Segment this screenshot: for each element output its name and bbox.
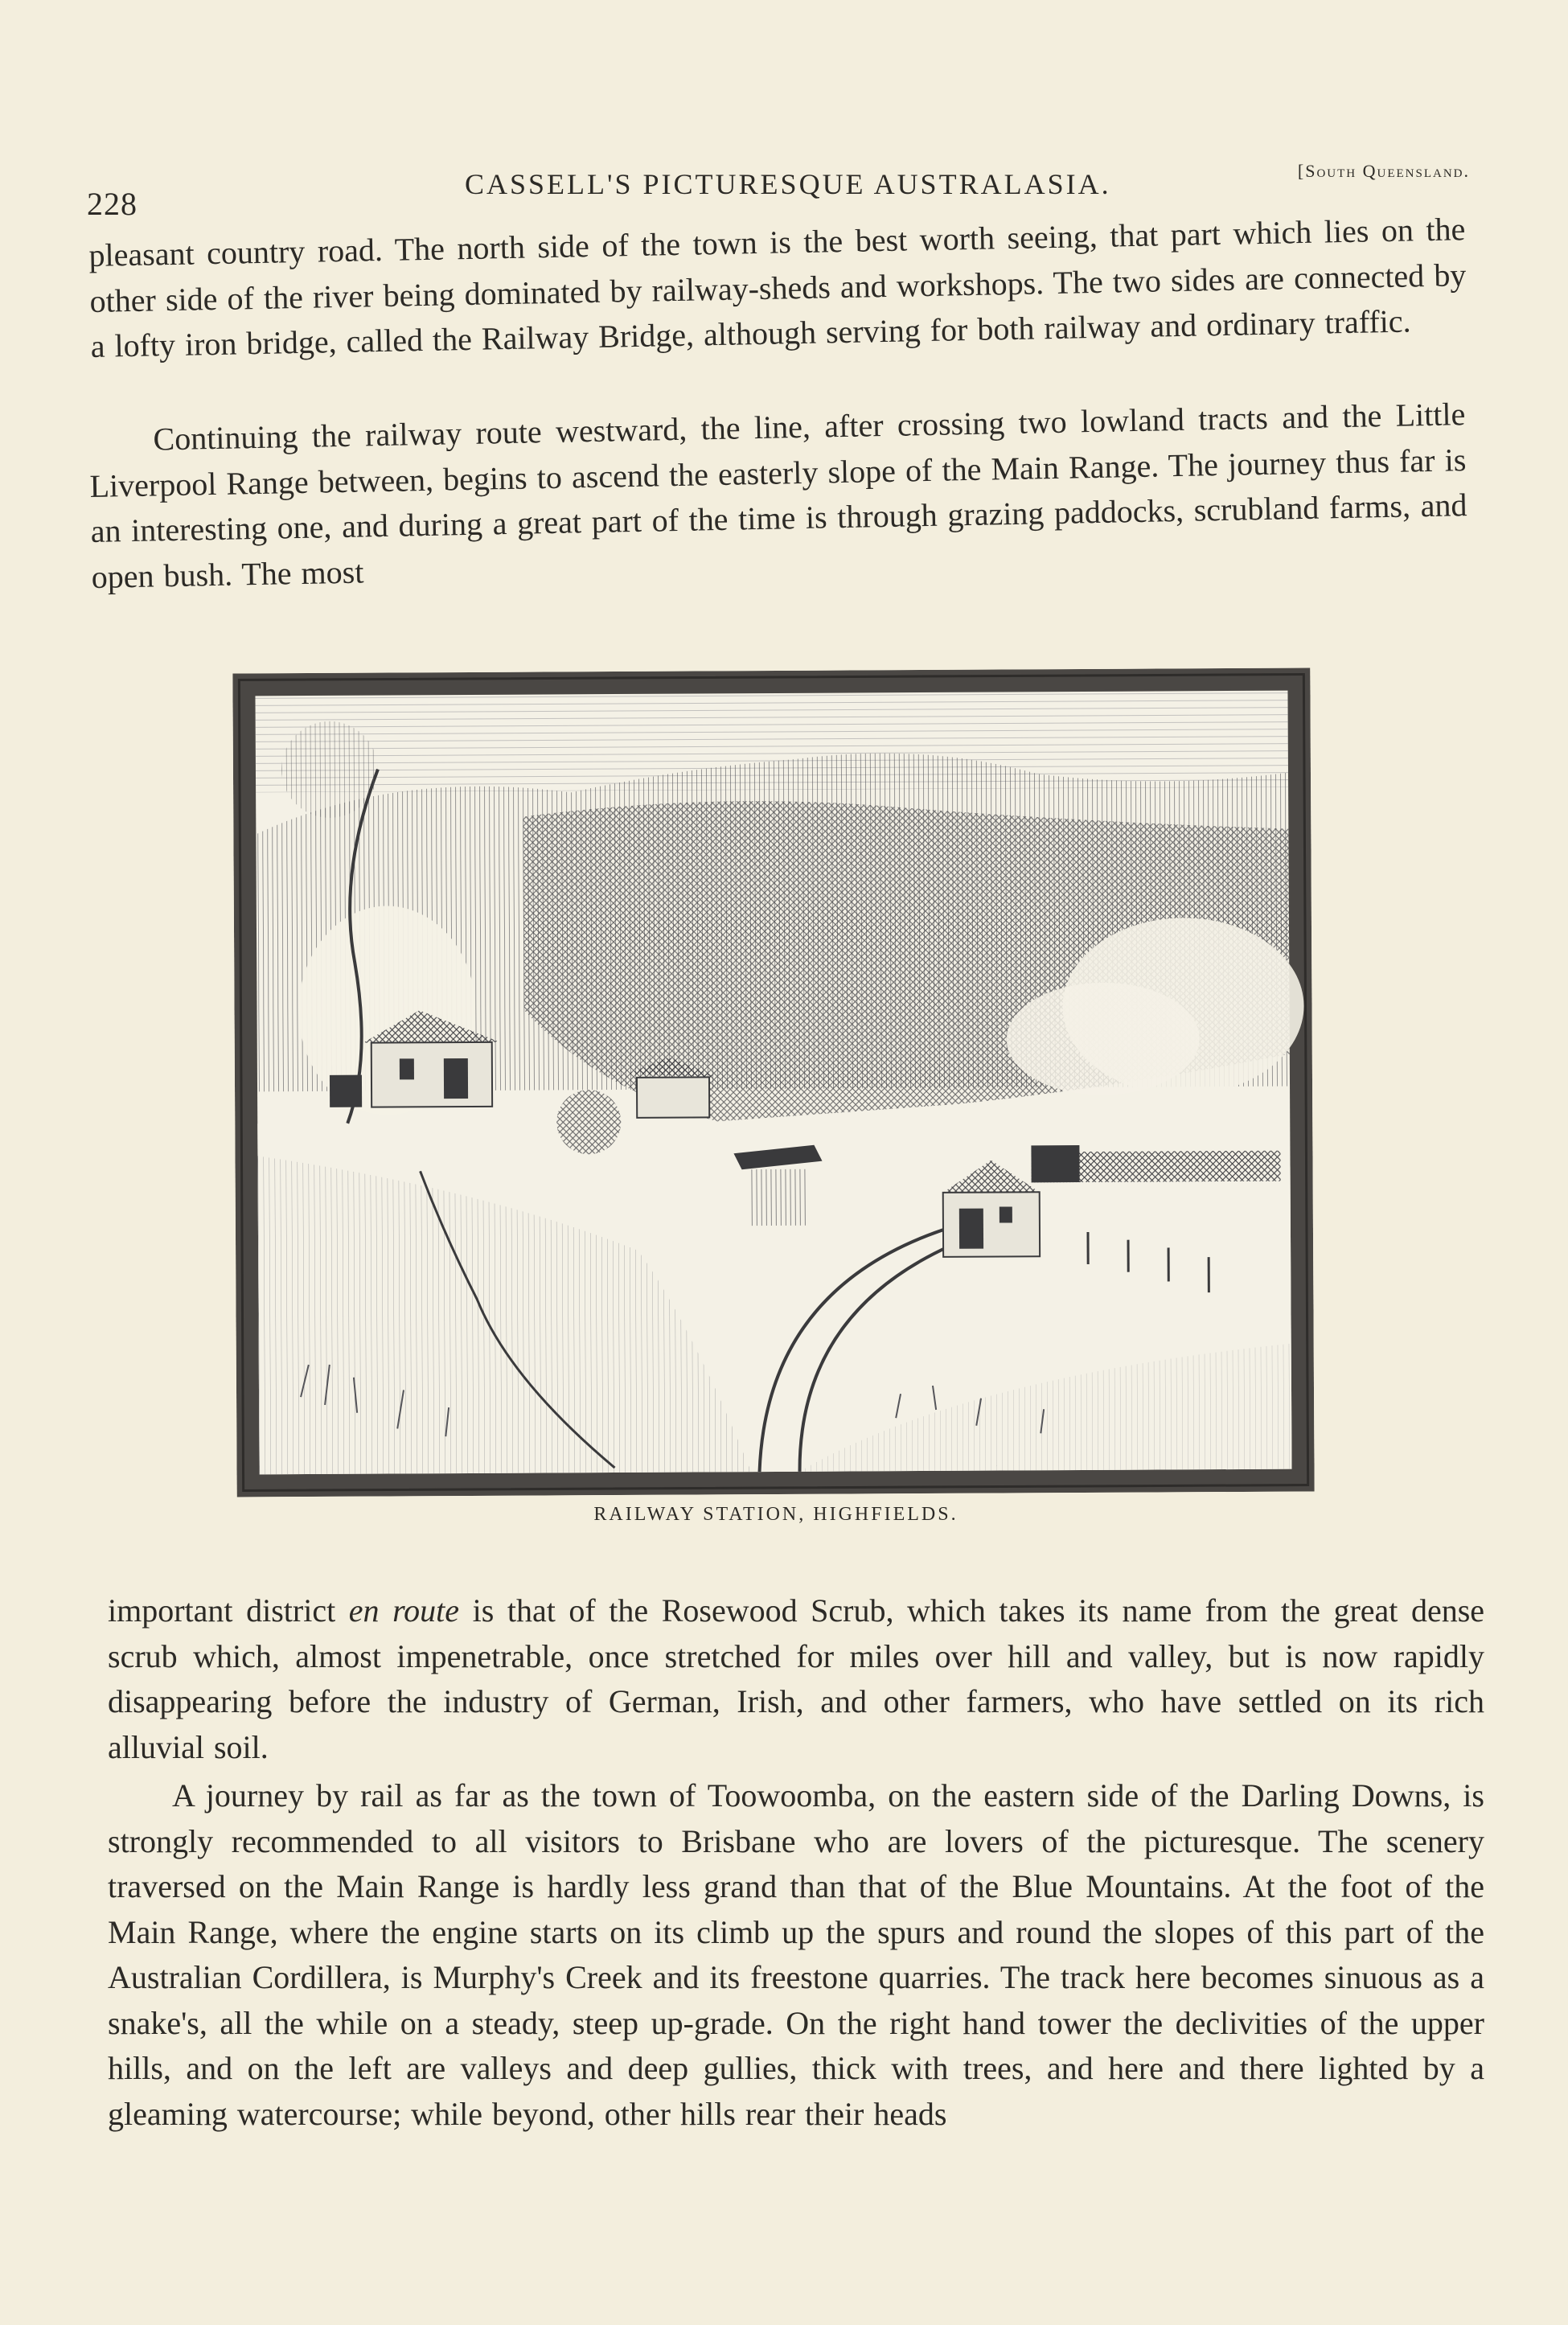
engraving-railway-station <box>232 668 1314 1497</box>
paragraph: pleasant country road. The north side of the town is the best worth seeing, that part which lies on the other side of the river being dominated by railway-sheds and workshops. The two sides are connected by a lofty iron bridge, called the Railway Bridge, although serving for both railway and ordinary traffic. <box>88 211 1467 364</box>
figure-caption: RAILWAY STATION, HIGHFIELDS. <box>593 1504 958 1525</box>
italic-phrase: en route <box>348 1592 460 1629</box>
page-number: 228 <box>87 186 138 222</box>
paragraph: important district en route is that of the Rosewood Scrub, which takes its name from the great dense scrub which, almost impenetrable, once stretched for miles over hill and valley, but is now rapidly disappearing before the industry of German, Irish, and other farmers, who have settled on its rich alluvial soil. <box>108 1592 1485 1765</box>
running-title: CASSELL'S PICTURESQUE AUSTRALASIA. <box>465 168 1111 200</box>
paragraph: A journey by rail as far as the town of Toowoomba, on the eastern side of the Darling Downs, is strongly recommended to all visitors to Brisbane who are lovers of the picturesque. The scenery traversed on the Main Range is hardly less grand than that of the Blue Mountains. At the foot of the Main Range, where the engine starts on its climb up the spurs and round the slopes of this part of the Australian Cordillera, is Murphy's Creek and its freestone quarries. The track here becomes sinuous as a snake's, all the while on a steady, steep up-grade. On the right hand tower the declivities of the upper hills, and on the left are valleys and deep gullies, thick with trees, and here and there lighted by a gleaming watercourse; while beyond, other hills rear their heads <box>108 1777 1484 2132</box>
engraving-illustration <box>232 668 1314 1497</box>
page-header <box>87 161 1470 222</box>
section-label: [South Queensland. <box>1297 161 1470 181</box>
paragraph: Continuing the railway route westward, the line, after crossing two lowland tracts and the Little Liverpool Range between, begins to ascend the easterly slope of the Main Range. The journey thus far is an interesting one, and during a great part of the time is through grazing paddocks, scrubland farms, and open bush. The most <box>89 396 1467 595</box>
